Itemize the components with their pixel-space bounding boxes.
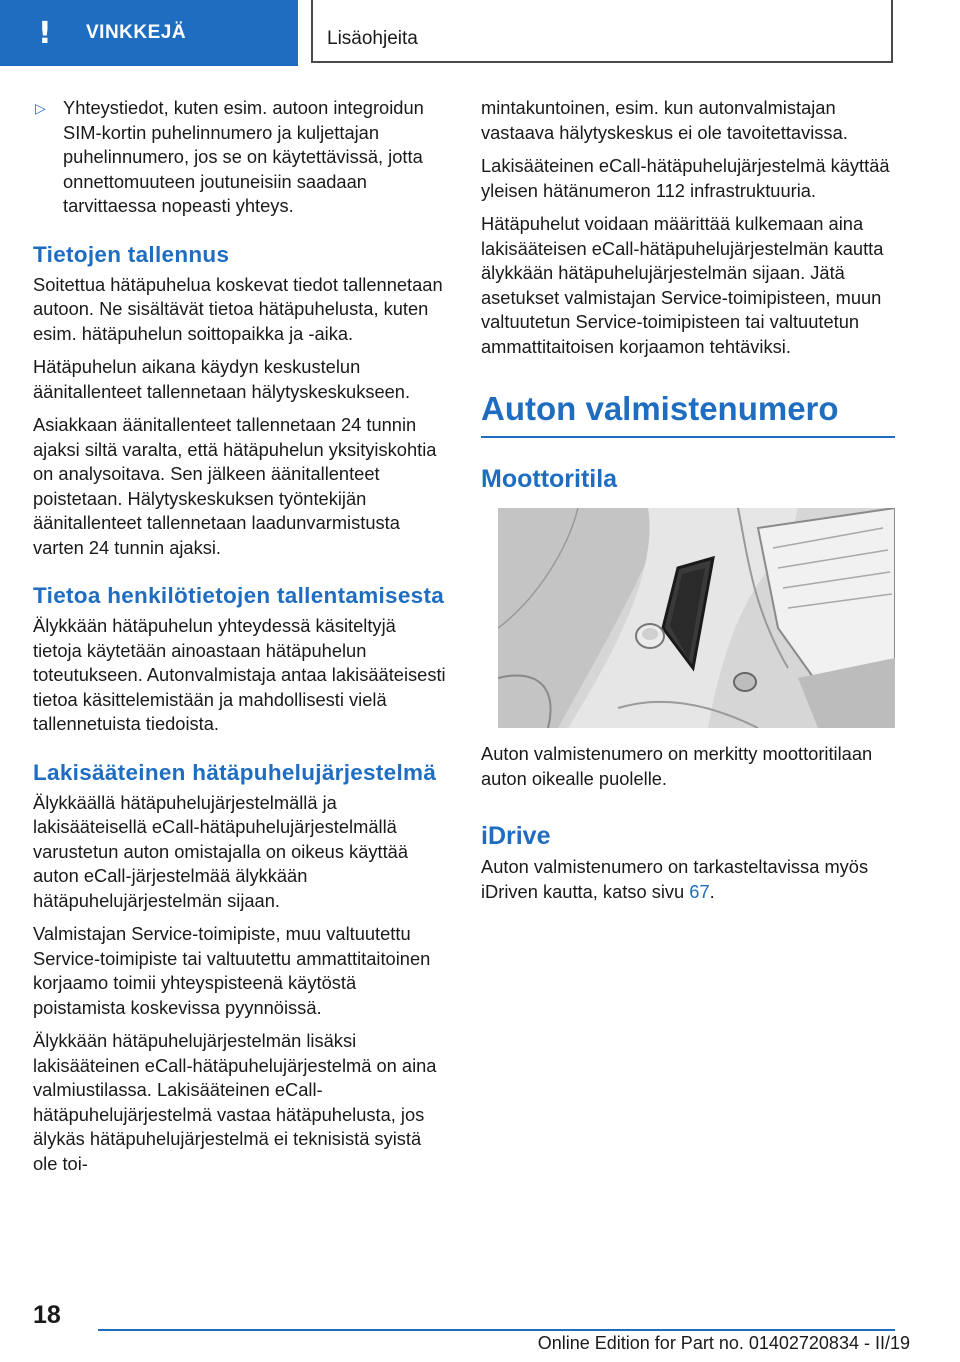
exclamation-icon: ! <box>38 15 52 51</box>
heading-auton-valmistenumero: Auton valmistenumero <box>481 389 895 438</box>
paragraph: Soitettua hätäpuhelua koskevat tiedot tallennetaan autoon. Ne sisältävät tietoa hätäpuhelusta, kuten esim. hätäpuhelun soittopaikka ja -aika. <box>33 273 443 344</box>
section-title: Lisäohjeita <box>327 28 418 49</box>
paragraph: Asiakkaan äänitallenteet tallennetaan 24 tunnin ajaksi siltä varalta, että hätäpuhelun yksityiskohtia on analysoitava. Sen jälkeen äänitallenteet poistetaan. Hälytyskeskuksen työntekijän äänitallenteet tallennetaan laadunvarmistusta varten 24 tunnin ajaksi. <box>33 414 437 558</box>
triangle-bullet-icon: ▷ <box>35 101 46 117</box>
bullet-text: Yhteystiedot, kuten esim. autoon integroidun SIM-kortin puhelinnumero ja kuljettajan puhelinnumero, jos se on käytettävissä, jotta onnettomuuteen joutuneisiin saadaan tarvittaessa nopeasti yhteys. <box>63 97 424 216</box>
heading-idrive: iDrive <box>481 822 551 850</box>
heading-henkilotiedot: Tietoa henkilötietojen tallentamisesta <box>33 583 445 608</box>
edition-text: Online Edition for Part no. 01402720834 - II/19 <box>537 1333 910 1353</box>
engine-compartment-drawing <box>498 508 895 728</box>
paragraph: Hätäpuhelun aikana käydyn keskustelun äänitallenteet tallennetaan hälytyskeskukseen. <box>33 356 411 402</box>
heading-moottoritila: Moottoritila <box>481 465 618 493</box>
heading-tietojen-tallennus: Tietojen tallennus <box>33 241 230 267</box>
paragraph-idrive <box>481 855 895 904</box>
engine-compartment-illustration <box>498 508 895 728</box>
idrive-text: Auton valmistenumero on tarkasteltavissa myös iDriven kautta, katso sivu <box>481 856 869 902</box>
page-number: 18 <box>33 1301 61 1329</box>
paragraph: Älykkäällä hätäpuhelujärjestelmällä ja lakisääteisellä eCall-hätäpuhelujärjestelmällä varustetun auton omistajalla on oikeus käyttää auton eCall-järjestelmää älykkään hätäpuhelujärjestelmän sijaan. <box>33 791 408 911</box>
paragraph: Älykkään hätäpuhelujärjestelmän lisäksi lakisääteinen eCall-hätäpuhelujärjestelmä on aina valmiustilassa. Lakisääteinen eCall-hätäpuhelujärjestelmä vastaa hätäpuhelusta, jos älykäs hätäpuhelujärjestelmä ei teknisistä syistä ole toi- <box>33 1030 437 1174</box>
heading-lakisaateinen: Lakisääteinen hätäpuhelujärjestelmä <box>33 759 437 785</box>
right-column <box>481 96 895 913</box>
footer-divider <box>98 1329 895 1331</box>
paragraph: Hätäpuhelut voidaan määrittää kulkemaan aina lakisääteisen eCall-hätäpuhelujärjestelmän kautta älykkään hätäpuhelujärjestelmän sijaan. Jätä asetukset valmistajan Service-toimipisteen, muun valtuutetun Service-toimipisteen tai valtuutetun ammattitaitoisen korjaamon tehtäviksi. <box>481 213 884 357</box>
paragraph: Valmistajan Service-toimipiste, muu valtuutettu Service-toimipiste tai valtuutettu ammattitaitoinen korjaamo toimii yhteyspisteenä käytöstä poistamista koskevissa pyynnöissä. <box>33 923 431 1018</box>
paragraph: mintakuntoinen, esim. kun autonvalmistajan vastaava hälytyskeskus ei ole tavoitettavissa. <box>481 97 848 143</box>
chapter-label: VINKKEJÄ <box>86 22 187 43</box>
paragraph: Lakisääteinen eCall-hätäpuhelujärjestelmä käyttää yleisen hätänumeron 112 infrastruktuuria. <box>481 155 890 201</box>
idrive-text-end: . <box>709 880 715 902</box>
header-tab <box>0 0 298 66</box>
section-header <box>311 0 893 63</box>
paragraph: Älykkään hätäpuhelun yhteydessä käsiteltyjä tietoja käytetään ainoastaan hätäpuhelun toteutukseen. Autonvalmistaja antaa lakisääteisesti tietoa käsittelemistään ja mahdollisesti vielä tallennetuista tiedoista. <box>33 615 446 734</box>
left-column <box>33 96 449 1185</box>
bullet-item <box>33 96 449 219</box>
page-link[interactable]: 67 <box>689 880 710 902</box>
paragraph: Auton valmistenumero on merkitty moottoritilaan auton oikealle puolelle. <box>481 743 873 789</box>
